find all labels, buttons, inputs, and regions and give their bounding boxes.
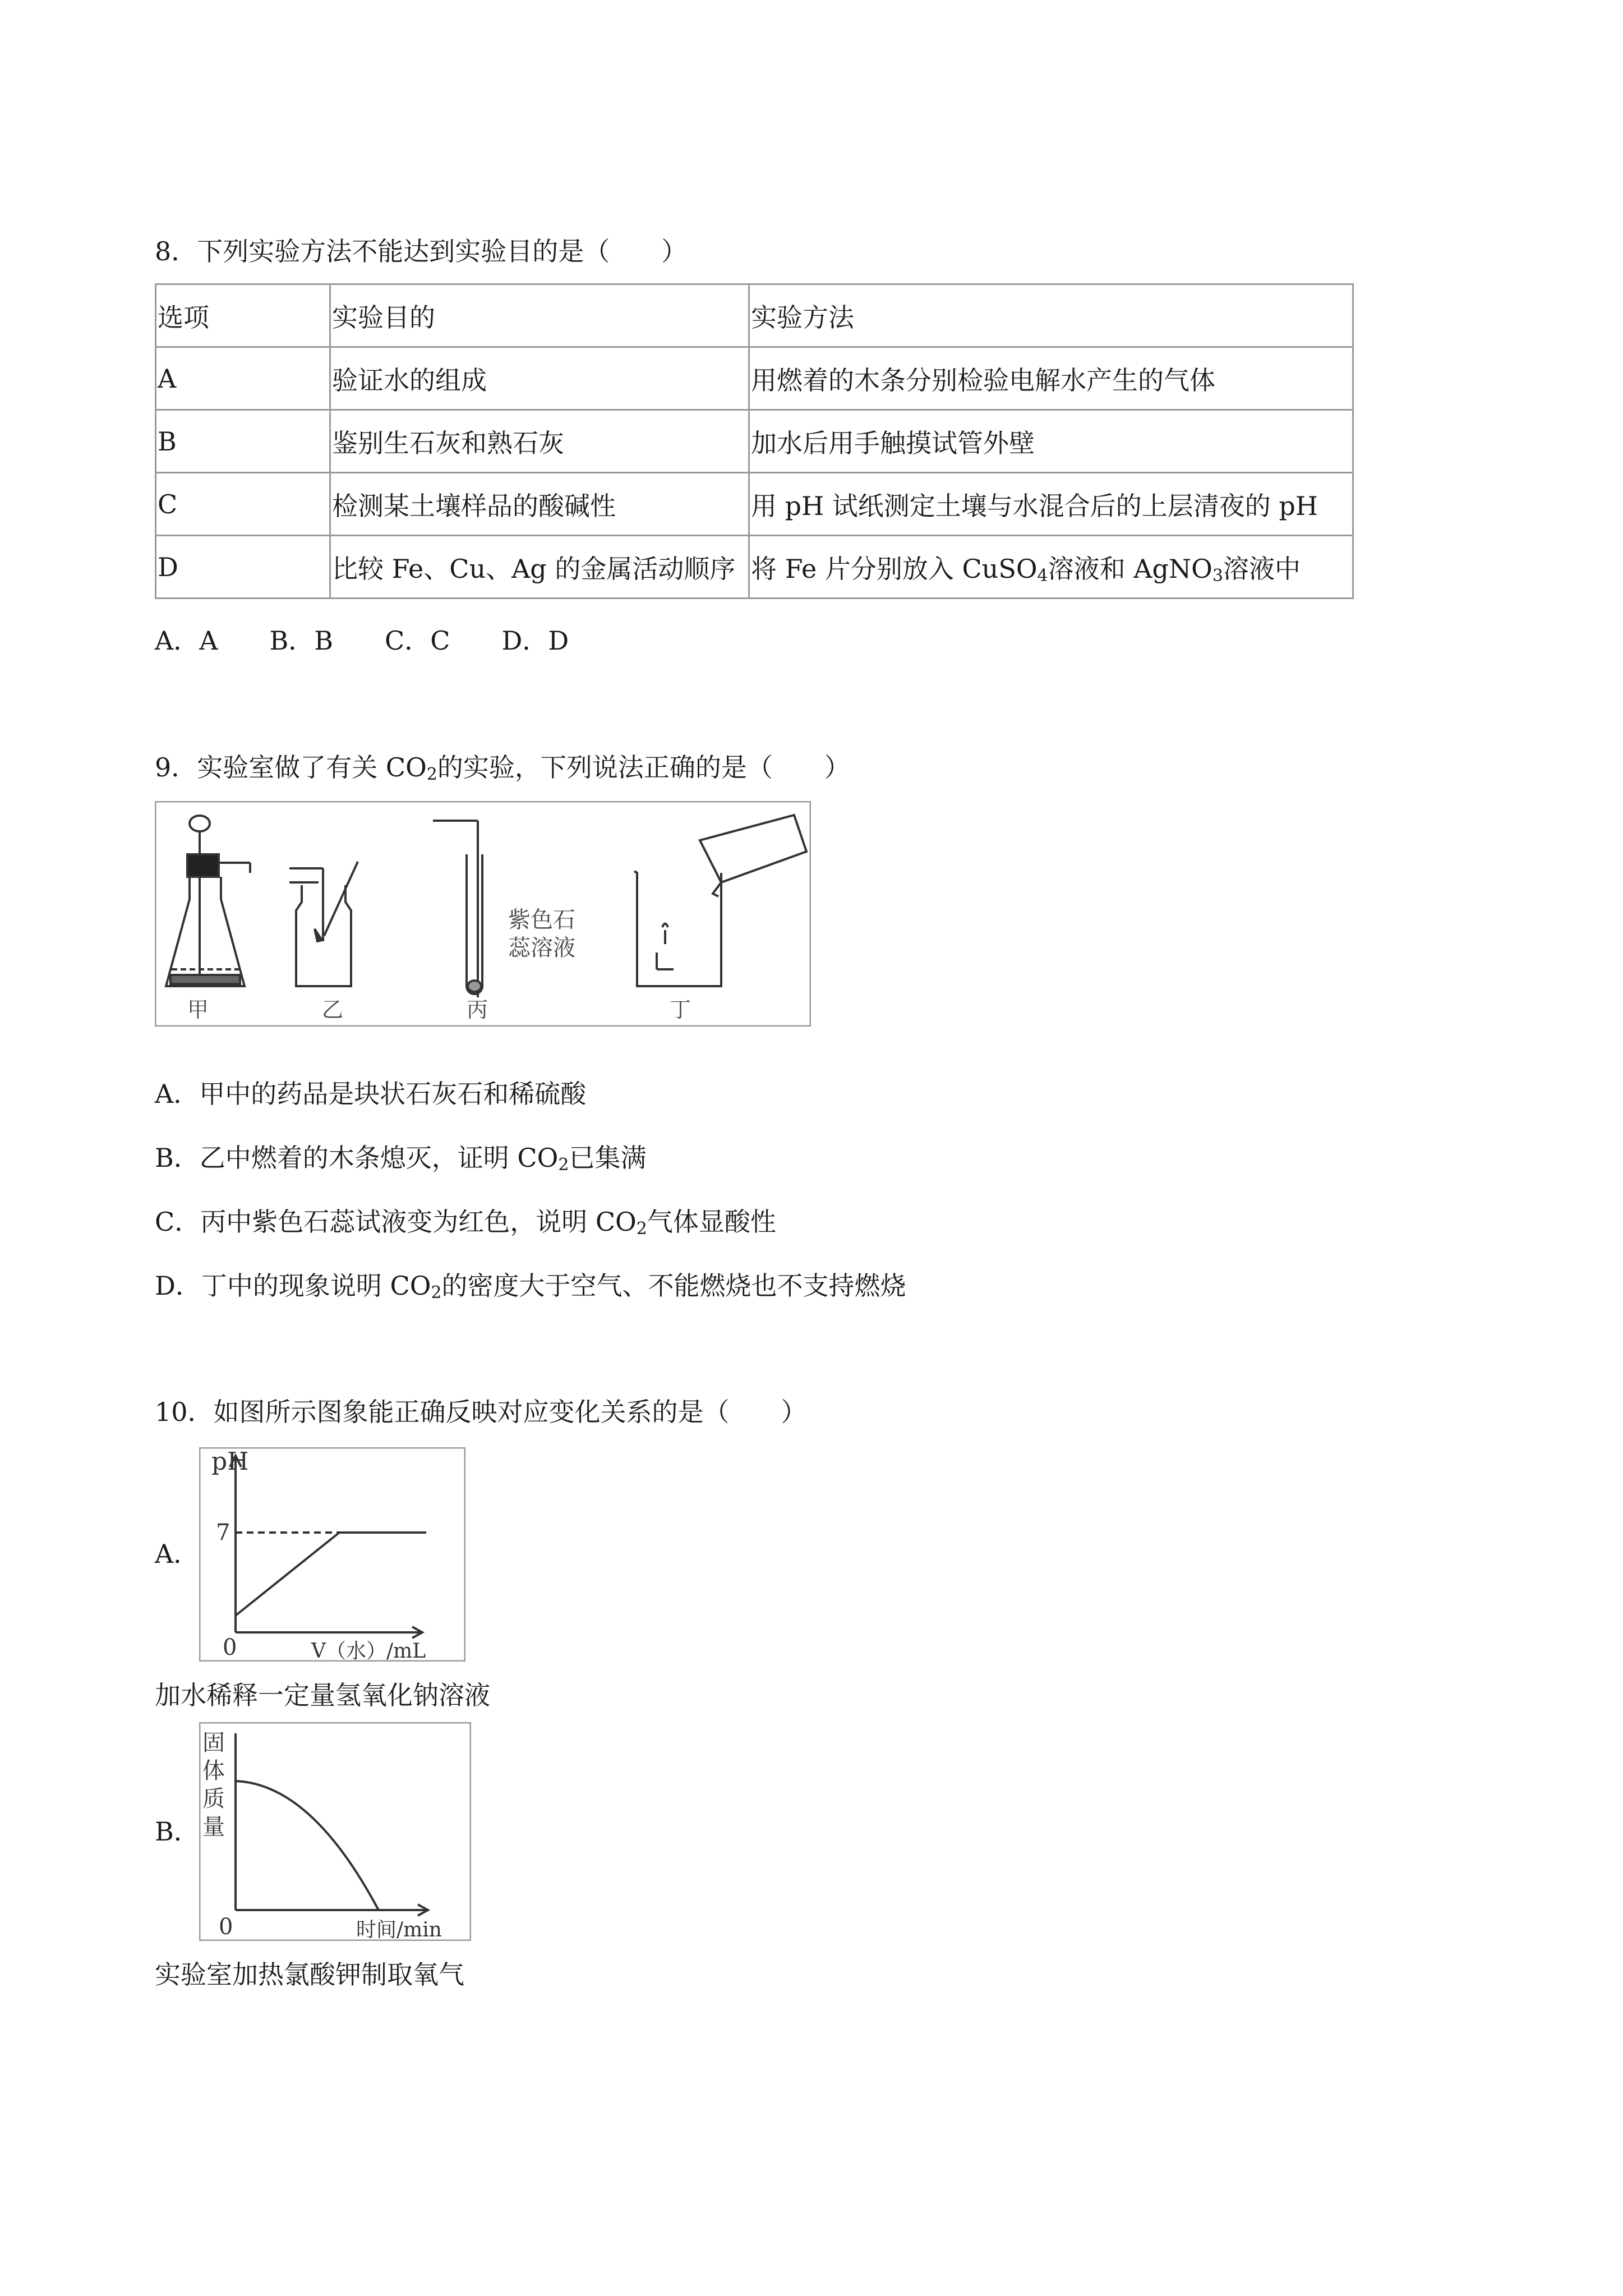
row-method [749, 536, 1353, 599]
subscript: 3 [1212, 565, 1223, 586]
table-row [156, 347, 1353, 410]
graph-b-ylabel-char: 体 [202, 1758, 225, 1784]
q10-graph-a [199, 1447, 465, 1662]
row-goal: 验证水的组成 [330, 347, 749, 410]
q8-stem: 8．下列实验方法不能达到实验目的是（ ） [155, 236, 688, 266]
label-yi: 乙 [322, 997, 344, 1022]
apparatus-svg [155, 801, 811, 1027]
method-text: 溶液和 AgNO [1048, 553, 1212, 584]
option-text: 气体显酸性 [647, 1207, 776, 1237]
stem-text: 9．实验室做了有关 CO [155, 752, 427, 783]
q9-option-a: A．甲中的药品是块状石灰石和稀硫酸 [155, 1079, 587, 1109]
option-text: 已集满 [569, 1143, 647, 1173]
q9-option-d [155, 1269, 906, 1303]
row-goal: 鉴别生石灰和熟石灰 [330, 410, 749, 473]
table-row [156, 410, 1353, 473]
graph-a-ytick: 7 [216, 1520, 230, 1545]
graph-border [200, 1723, 471, 1940]
q9-stem [155, 751, 850, 784]
option-text: B．乙中燃着的木条熄灭，证明 CO [155, 1143, 559, 1173]
graph-a-ylabel: pH [211, 1447, 249, 1476]
header-goal: 实验目的 [330, 284, 749, 347]
table-row [156, 473, 1353, 536]
label-jia: 甲 [187, 997, 209, 1022]
label-bing: 丙 [467, 997, 488, 1022]
option-text: C．丙中紫色石蕊试液变为红色，说明 CO [155, 1207, 637, 1237]
header-method: 实验方法 [749, 284, 1353, 347]
subscript: 2 [636, 1219, 647, 1239]
row-method: 用燃着的木条分别检验电解水产生的气体 [749, 347, 1353, 410]
graph-a-xlabel: V（水）/mL [311, 1640, 426, 1662]
row-option: D [156, 536, 330, 599]
graph-b-svg [199, 1722, 471, 1941]
label-ding: 丁 [670, 997, 691, 1022]
litmus-label: 紫色石 [508, 907, 575, 933]
row-option: B [156, 410, 330, 473]
row-goal: 比较 Fe、Cu、Ag 的金属活动顺序 [330, 536, 749, 599]
row-option: C [156, 473, 330, 536]
row-option: A [156, 347, 330, 410]
table-header-row [156, 284, 1353, 347]
q9-option-c [155, 1205, 776, 1239]
subscript: 2 [426, 765, 437, 784]
graph-border [200, 1448, 465, 1661]
graph-b-ylabel-char: 质 [202, 1786, 225, 1812]
option-text: 的密度大于空气、不能燃烧也不支持燃烧 [441, 1271, 906, 1301]
graph-b-ylabel-char: 固 [202, 1730, 225, 1756]
q10-option-b-caption: 实验室加热氯酸钾制取氧气 [155, 1959, 464, 1990]
q10-stem: 10．如图所示图象能正确反映对应变化关系的是（ ） [155, 1397, 807, 1427]
stem-text: 的实验，下列说法正确的是（ ） [437, 752, 850, 783]
graph-a-svg [199, 1447, 465, 1662]
table-row [156, 536, 1353, 599]
q9-option-b [155, 1141, 646, 1175]
graph-b-xlabel: 时间/min [356, 1918, 442, 1941]
graph-a-origin: 0 [223, 1635, 237, 1660]
header-option: 选项 [156, 284, 330, 347]
subscript: 2 [431, 1283, 442, 1303]
litmus-label: 蕊溶液 [508, 935, 575, 961]
q8-choices: A．A B．B C．C D．D [155, 625, 569, 656]
row-method: 用 pH 试纸测定土壤与水混合后的上层清夜的 pH [749, 473, 1353, 536]
graph-b-origin: 0 [219, 1914, 233, 1940]
row-goal: 检测某土壤样品的酸碱性 [330, 473, 749, 536]
q10-option-a-caption: 加水稀释一定量氢氧化钠溶液 [155, 1680, 490, 1710]
method-text: 将 Fe 片分别放入 CuSO [751, 553, 1038, 584]
q10-option-a-label: A． [155, 1539, 200, 1569]
subscript: 4 [1037, 565, 1048, 586]
q10-graph-b [199, 1722, 471, 1941]
q9-apparatus-figure [155, 801, 811, 1027]
graph-b-ylabel-char: 量 [202, 1814, 225, 1840]
q8-table [155, 283, 1354, 599]
subscript: 2 [558, 1155, 569, 1175]
row-method: 加水后用手触摸试管外壁 [749, 410, 1353, 473]
q10-option-b-label: B． [155, 1816, 200, 1847]
method-text: 溶液中 [1223, 553, 1301, 584]
option-text: D．丁中的现象说明 CO [155, 1271, 431, 1301]
